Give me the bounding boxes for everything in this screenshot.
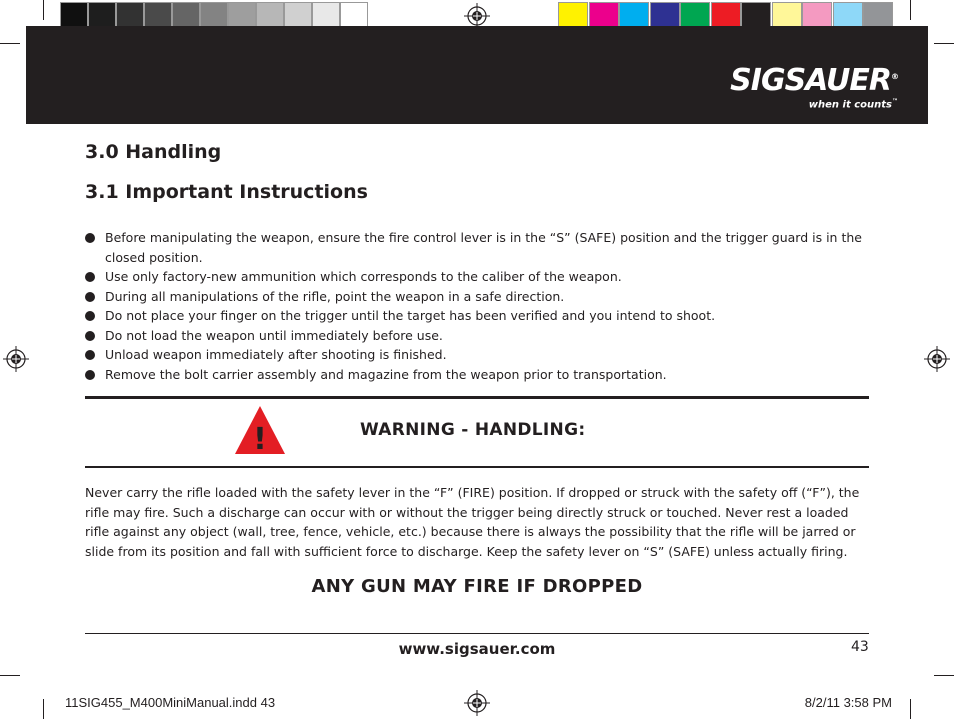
registration-mark-icon (464, 690, 490, 716)
logo-tagline-tm: ™ (892, 98, 898, 105)
warning-body: Never carry the rifle loaded with the safety lever in the “F” (FIRE) position. If dropped or struck with the safety off (“F”), the rifle may fire. Such a discharge can occur with or without the trigger being directly struck or touched. Never rest a loaded rifle against any object (wall, tree, fence, vehicle, etc.) because there is always the possibility that the rifle will be jarred or slide from its position and fall with sufficient force to discharge. Keep the safety lever on “S” (SAFE) unless actually firing. (85, 485, 860, 559)
section-heading: 3.0 Handling (85, 141, 222, 163)
slug-filename: 11SIG455_M400MiniManual.indd 43 (65, 695, 276, 710)
instruction-text: Do not place your finger on the trigger until the target has been verified and you intend to shoot. (105, 308, 716, 323)
bullet-icon (85, 233, 95, 243)
instruction-text: Unload weapon immediately after shooting is finished. (105, 347, 447, 362)
crop-mark (43, 699, 44, 719)
instruction-item (85, 365, 865, 385)
footer-rule (85, 633, 869, 634)
footer-url[interactable]: www.sigsauer.com (398, 640, 556, 658)
crop-mark (0, 43, 20, 44)
instruction-text: During all manipulations of the rifle, point the weapon in a safe direction. (105, 288, 565, 304)
bullet-icon (85, 311, 95, 321)
instruction-text: Remove the bolt carrier assembly and magazine from the weapon prior to transportation. (105, 366, 667, 382)
instruction-item (85, 326, 865, 346)
crop-mark (43, 0, 44, 20)
sigsauer-logo (730, 62, 898, 111)
instructions-list (85, 228, 865, 384)
instruction-item (85, 287, 865, 307)
logo-brand: SIGSAUER (730, 63, 891, 98)
bullet-icon (85, 292, 95, 302)
bullet-icon (85, 331, 95, 341)
instruction-text: Use only factory-new ammunition which corresponds to the caliber of the weapon. (105, 269, 622, 284)
crop-mark (910, 699, 911, 719)
registration-mark-icon (924, 346, 950, 372)
instruction-item (85, 345, 865, 365)
crop-mark (0, 675, 20, 676)
instruction-item (85, 228, 865, 267)
crop-mark (910, 0, 911, 20)
crop-mark (934, 43, 954, 44)
warning-triangle-icon (233, 404, 287, 456)
logo-registered: ® (891, 72, 898, 81)
page-number: 43 (851, 639, 869, 655)
bullet-icon (85, 350, 95, 360)
slug-date: 8/2/11 3:58 PM (804, 695, 892, 710)
instruction-item (85, 306, 865, 326)
logo-tagline: when it counts (808, 99, 892, 111)
registration-mark-icon (3, 346, 29, 372)
warning-bottom-rule (85, 466, 869, 468)
section-subheading: 3.1 Important Instructions (85, 181, 368, 203)
warning-top-rule (85, 396, 869, 399)
crop-mark (934, 675, 954, 676)
warning-emphasis: ANY GUN MAY FIRE IF DROPPED (311, 576, 643, 597)
bullet-icon (85, 272, 95, 282)
instruction-text: Do not load the weapon until immediately before use. (105, 327, 443, 343)
instruction-item (85, 267, 865, 287)
bullet-icon (85, 370, 95, 380)
svg-text:!: ! (253, 422, 267, 456)
warning-title: WARNING - HANDLING: (360, 420, 586, 440)
instruction-text: Before manipulating the weapon, ensure the fire control lever is in the “S” (SAFE) position and the trigger guard is in the closed position. (105, 230, 862, 265)
